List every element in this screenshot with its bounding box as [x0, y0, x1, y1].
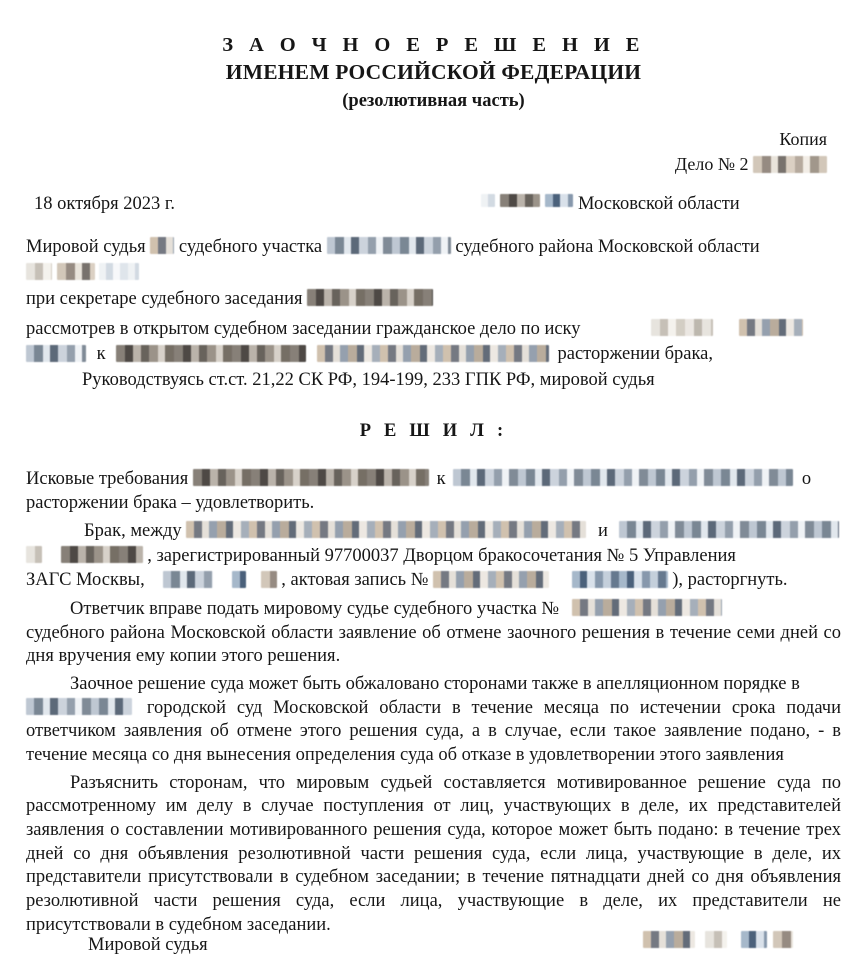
redaction-plaintiff-1: [651, 319, 713, 336]
redaction-marriage-date-1: [163, 571, 213, 588]
redaction-judge-name-3: [99, 263, 139, 280]
about-divorce-label: расторжении брака,: [557, 344, 714, 365]
redaction-place-1: [481, 194, 495, 207]
marriage-prefix-label: Брак, между: [84, 520, 182, 541]
redaction-appeal-city-court: [26, 698, 132, 715]
appeal-para-line-1: [26, 673, 841, 697]
redaction-defendant-1: [116, 345, 306, 362]
redaction-spouse-1: [186, 521, 586, 538]
redaction-secretary-name: [307, 289, 433, 306]
guided-by-line: Руководствуясь ст.ст. 21,22 СК РФ, 194-199, 233 ГПК РФ, мировой судья: [82, 369, 655, 390]
claim-tail-o-label: о: [801, 468, 812, 489]
explanation-paragraph: Разъяснить сторонам, что мировым судьей составляется мотивированное решение суда по рассмотренному им делу в случае поступления от лиц, участвующих в деле, их представителей заявления о составлении мотивированного решения суда, которое может быть подано: в течение трех дней со дня объявления резолютивной части решения суда, если лица, участвующие в деле, их представители присутствовали в судебном заседании; в течение пятнадцати дней со дня объявления резолютивной части решения суда, если лица, участвующие в деле, их представители не присутствовали в судебном заседании.: [26, 772, 841, 935]
marriage-zags-label: ЗАГС Москвы,: [26, 570, 145, 591]
redaction-judge-district-number: [150, 237, 174, 254]
marriage-and-label: и: [597, 520, 608, 541]
page-title: З А О Ч Н О Е Р Е Ш Е Н И Е: [222, 34, 645, 56]
versus-label: к: [96, 344, 106, 365]
judge-prefix-label: Мировой судья: [26, 236, 146, 257]
redaction-place-2: [500, 194, 540, 207]
appeal-para-line-rest: [26, 697, 841, 768]
decision-place: [481, 194, 740, 215]
redaction-marriage-date-2: [232, 571, 246, 588]
marriage-line-2: [26, 545, 841, 569]
redaction-judge-name-1: [26, 263, 52, 280]
judge-suffix-label: судебного района Московской области: [455, 236, 760, 257]
redaction-judge-name-2: [57, 263, 95, 280]
redaction-spouse-2-cont-b: [61, 546, 143, 563]
redaction-plaintiff-3: [26, 345, 86, 362]
secretary-line: [26, 288, 841, 312]
judge-line: [26, 236, 841, 260]
document-part-label: (резолютивная часть): [342, 91, 525, 112]
verdict-heading: Р Е Ш И Л :: [359, 420, 508, 441]
redaction-place-3: [545, 194, 573, 207]
appeal-para-prefix: Заочное решение суда может быть обжаловано сторонами также в апелляционном порядке в: [70, 673, 800, 694]
redaction-case-number: [753, 156, 827, 173]
marriage-registered-label: , зарегистрированный 97700037 Дворцом бракосочетания № 5 Управления: [147, 545, 736, 566]
decision-date: 18 октября 2023 г.: [34, 193, 176, 214]
considered-prefix-label: рассмотрев в открытом судебном заседании гражданское дело по иску: [26, 318, 581, 339]
judge-mid-label: судебного участка: [178, 236, 323, 257]
document-title-block: [26, 32, 841, 113]
appeal-defendant-line-1: [26, 598, 841, 622]
redaction-plaintiff-2: [739, 319, 803, 336]
redaction-record-number-2: [572, 571, 668, 588]
place-region-label: Московской области: [578, 193, 740, 214]
secretary-prefix-label: при секретаре судебного заседания: [26, 288, 303, 309]
redaction-judicial-district: [327, 237, 451, 254]
signature-row: [88, 933, 841, 956]
redaction-spouse-2-cont-a: [26, 546, 42, 563]
redaction-claim-defendant: [453, 469, 793, 486]
appeal-defendant-prefix: Ответчик вправе подать мировому судье судебного участка №: [70, 598, 560, 619]
redaction-signature-4: [773, 931, 793, 948]
redaction-defendant-2: [317, 345, 549, 362]
dateline-row: [26, 194, 841, 218]
case-number: [26, 152, 827, 176]
case-number-label: Дело № 2: [674, 154, 749, 175]
redaction-claim-plaintiff: [193, 469, 429, 486]
redaction-signature-1: [643, 931, 695, 948]
considered-line: [26, 318, 841, 342]
claim-line-1: [26, 468, 841, 492]
marriage-record-label: , актовая запись №: [281, 570, 429, 591]
appeal-defendant-line-2: судебного района Московской области заявление об отмене заочного решения в течение семи дней со дня вручения ему копии этого решения.: [26, 622, 841, 667]
claim-line-2: расторжении брака – удовлетворить.: [26, 493, 315, 514]
parties-line: [26, 343, 841, 367]
redaction-signature-2: [705, 931, 727, 948]
appeal-para-body: городской суд Московской области в течение месяца по истечении срока подачи ответчиком заявления об отмене этого решения суда, а в случае, если такое заявление подано, - в течение месяца со дня вынесения определения суда об отказе в удовлетворении этого заявления: [26, 697, 842, 765]
document-header-right: [26, 127, 841, 176]
marriage-tail-label: ), расторгнуть.: [672, 570, 788, 591]
redaction-record-number-1: [433, 571, 549, 588]
redaction-marriage-date-3: [261, 571, 277, 588]
marriage-line-1: [26, 520, 841, 544]
redaction-appeal-district-number: [572, 599, 722, 616]
judge-name-line: [26, 261, 841, 285]
claim-versus-label: к: [436, 468, 446, 489]
document-subtitle: ИМЕНЕМ РОССИЙСКОЙ ФЕДЕРАЦИИ: [225, 60, 642, 85]
redaction-signature-3: [741, 931, 767, 948]
marriage-line-3: [26, 569, 841, 593]
signature-label: Мировой судья: [88, 935, 208, 955]
copy-label: Копия: [779, 129, 827, 150]
redaction-spouse-2: [619, 521, 839, 538]
claim-prefix-label: Исковые требования: [26, 468, 189, 489]
signature-redaction-group: [643, 933, 793, 950]
